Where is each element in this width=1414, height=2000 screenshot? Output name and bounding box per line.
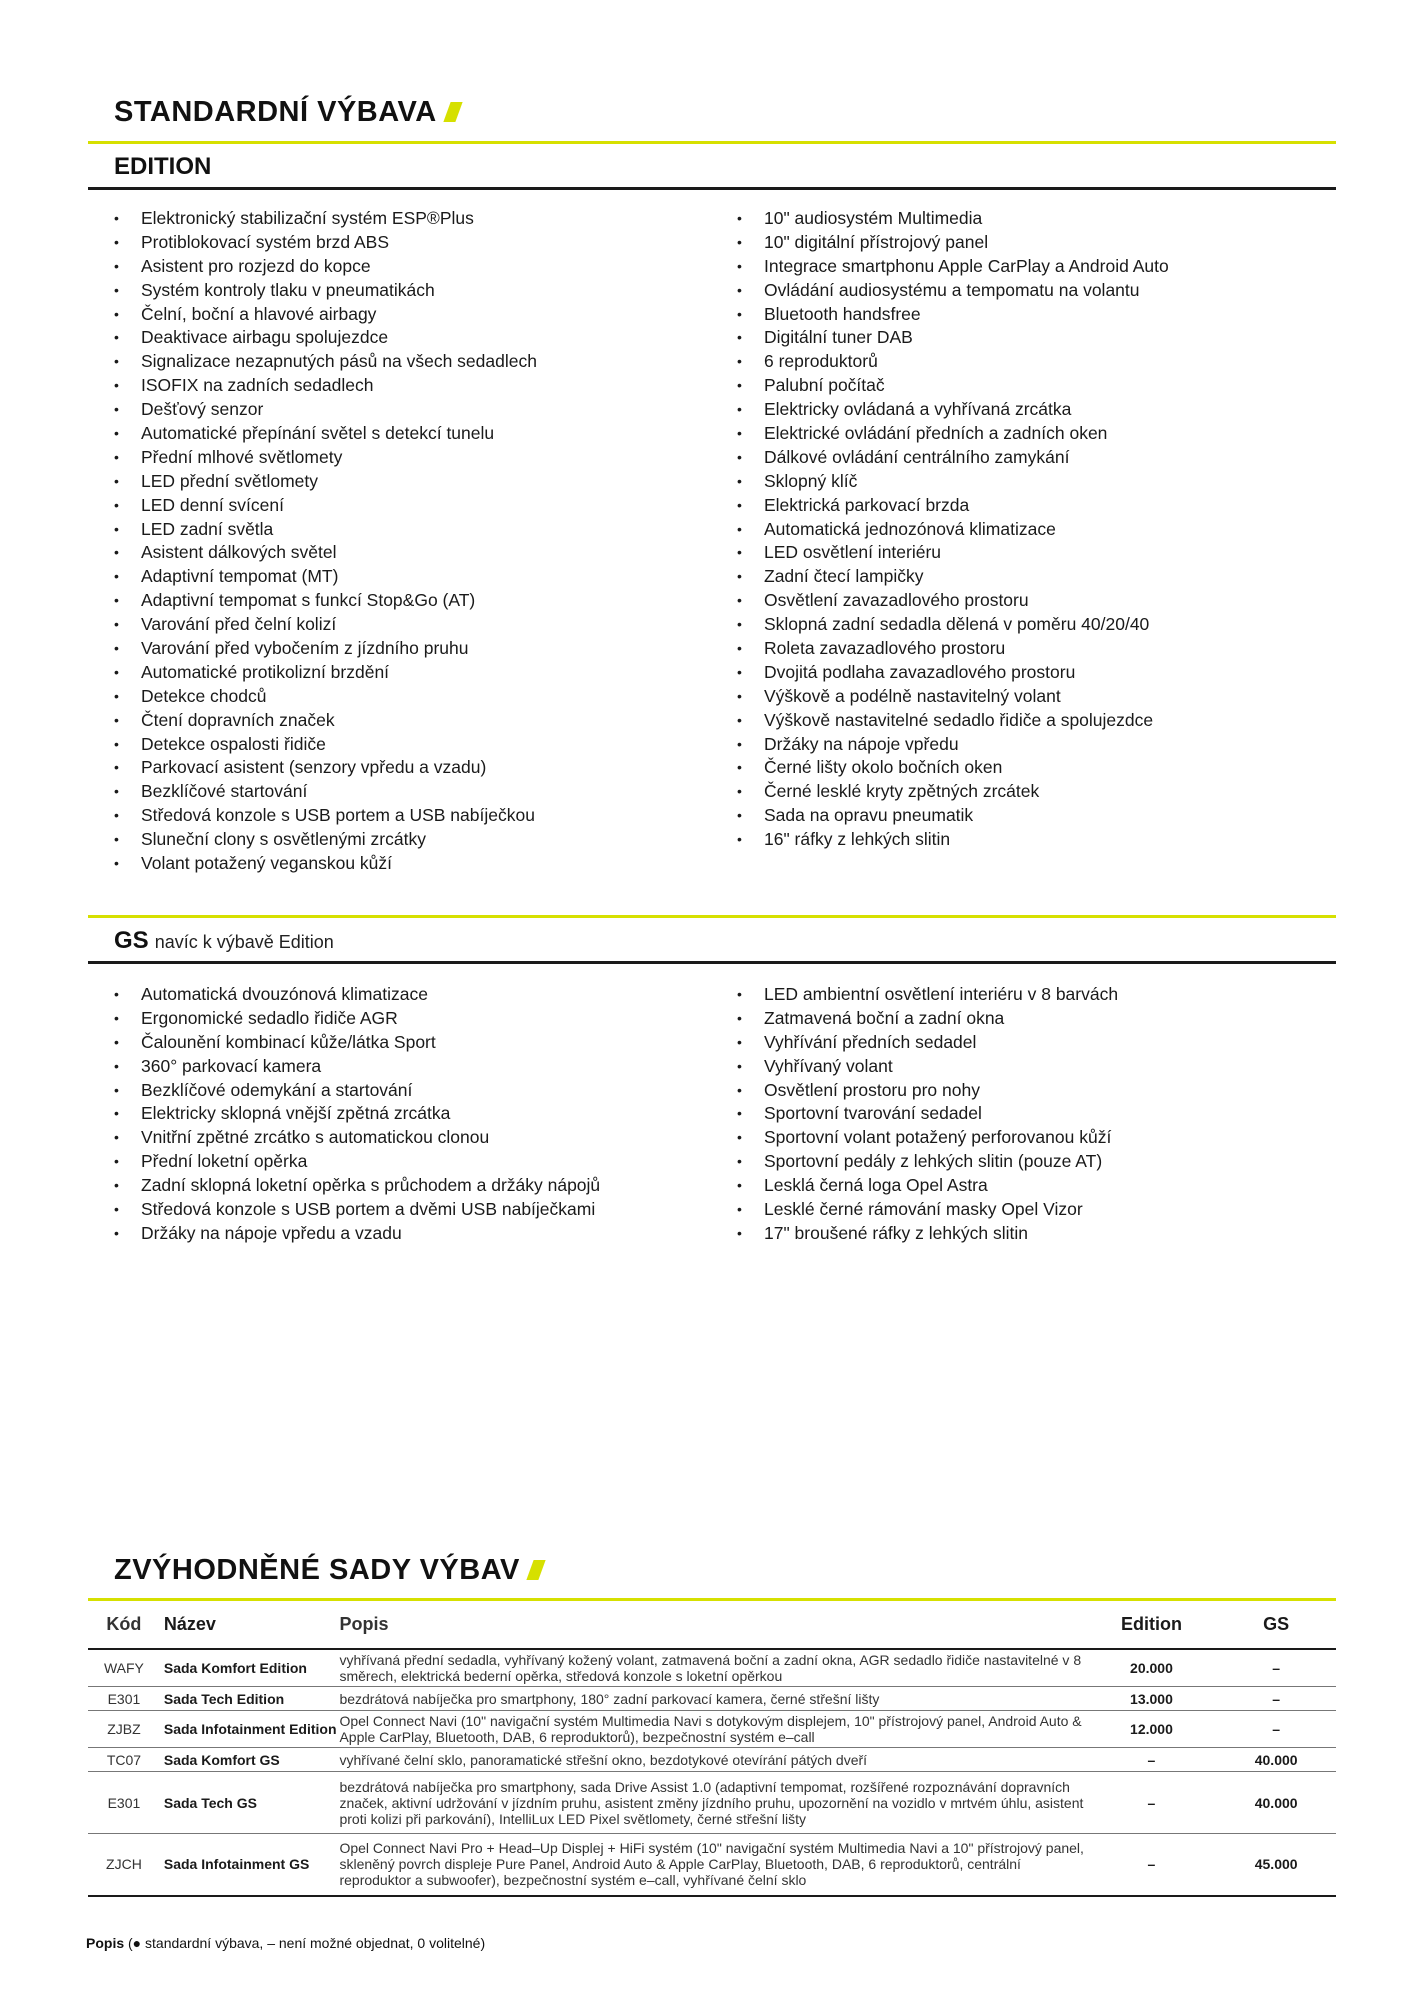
list-item: • Přední loketní opěrka: [114, 1150, 600, 1174]
list-item: • Sluneční clony s osvětlenými zrcátky: [114, 828, 537, 852]
table-row: [88, 1687, 1336, 1711]
pack-price-gs: 40.000: [1216, 1772, 1336, 1834]
list-item: • Deaktivace airbagu spolujezdce: [114, 326, 537, 350]
col-gs-header: GS: [1216, 1600, 1336, 1649]
gs-heading-note: navíc k výbavě Edition: [154, 932, 334, 952]
col-desc-header: Popis: [339, 1600, 1086, 1649]
list-item: • Asistent pro rozjezd do kopce: [114, 255, 537, 279]
list-item: • 10" digitální přístrojový panel: [737, 231, 1169, 255]
col-edition-header: Edition: [1087, 1600, 1217, 1649]
table-row: [88, 1834, 1336, 1896]
pack-code: ZJBZ: [88, 1711, 160, 1748]
list-item: • 360° parkovací kamera: [114, 1055, 600, 1079]
pack-code: ZJCH: [88, 1834, 160, 1896]
list-item: • Lesklá černá loga Opel Astra: [737, 1174, 1118, 1198]
list-item: • Čalounění kombinací kůže/látka Sport: [114, 1031, 600, 1055]
list-item: • Automatické protikolizní brzdění: [114, 661, 537, 685]
gs-list-right: [737, 983, 1118, 1246]
table-header-row: [88, 1600, 1336, 1649]
list-item: • Elektrická parkovací brzda: [737, 494, 1169, 518]
pack-price-edition: 20.000: [1087, 1649, 1217, 1687]
edition-list-right: [737, 207, 1169, 852]
pack-code: E301: [88, 1687, 160, 1711]
list-item: • Středová konzole s USB portem a dvěmi USB nabíječkami: [114, 1198, 600, 1222]
pack-price-edition: 13.000: [1087, 1687, 1217, 1711]
list-item: • Dešťový senzor: [114, 398, 537, 422]
list-item: • Lesklé černé rámování masky Opel Vizor: [737, 1198, 1118, 1222]
list-item: • Elektrické ovládání předních a zadních oken: [737, 422, 1169, 446]
list-item: • Osvětlení zavazadlového prostoru: [737, 589, 1169, 613]
list-item: • Zadní sklopná loketní opěrka s průchodem a držáky nápojů: [114, 1174, 600, 1198]
list-item: • Integrace smartphonu Apple CarPlay a Android Auto: [737, 255, 1169, 279]
list-item: • Elektronický stabilizační systém ESP®Plus: [114, 207, 537, 231]
pack-description: vyhřívané čelní sklo, panoramatické střešní okno, bezdotykové otevírání pátých dveří: [339, 1748, 1086, 1772]
pack-description: Opel Connect Navi Pro + Head–Up Displej + HiFi systém (10" navigační systém Multimedia Navi a 10" přístrojový panel, skleněný povrch displeje Pure Panel, Android Auto & Apple CarPlay, Bluetooth, DAB, 6 reproduktorů, centrální reproduktor a subwoofer), bezpečnostní systém e–call, vyhřívané čelní sklo: [339, 1834, 1086, 1896]
list-item: • Sklopný klíč: [737, 470, 1169, 494]
list-item: • Výškově nastavitelné sedadlo řidiče a spolujezdce: [737, 709, 1169, 733]
edition-heading: EDITION: [114, 153, 212, 180]
list-item: • Středová konzole s USB portem a USB nabíječkou: [114, 804, 537, 828]
list-item: • Černé lesklé kryty zpětných zrcátek: [737, 780, 1169, 804]
list-item: • Detekce ospalosti řidiče: [114, 733, 537, 757]
list-item: • 16" ráfky z lehkých slitin: [737, 828, 1169, 852]
list-item: • Bluetooth handsfree: [737, 303, 1169, 327]
list-item: • Sportovní volant potažený perforovanou kůží: [737, 1126, 1118, 1150]
list-item: • Automatická jednozónová klimatizace: [737, 518, 1169, 542]
list-item: • Elektricky sklopná vnější zpětná zrcátka: [114, 1102, 600, 1126]
list-item: • 6 reproduktorů: [737, 350, 1169, 374]
list-item: • Bezklíčové odemykání a startování: [114, 1079, 600, 1103]
pack-price-gs: –: [1216, 1649, 1336, 1687]
list-item: • Sklopná zadní sedadla dělená v poměru 40/20/40: [737, 613, 1169, 637]
list-item: • Varování před vybočením z jízdního pruhu: [114, 637, 537, 661]
accent-slash-icon: [526, 1560, 545, 1580]
list-item: • Sada na opravu pneumatik: [737, 804, 1169, 828]
list-item: • Adaptivní tempomat s funkcí Stop&Go (AT): [114, 589, 537, 613]
col-name-header: Název: [160, 1600, 340, 1649]
pack-price-gs: 45.000: [1216, 1834, 1336, 1896]
list-item: • Sportovní tvarování sedadel: [737, 1102, 1118, 1126]
divider: [88, 961, 1336, 964]
list-item: • Parkovací asistent (senzory vpředu a vzadu): [114, 756, 537, 780]
list-item: • Držáky na nápoje vpředu: [737, 733, 1169, 757]
list-item: • Protiblokovací systém brzd ABS: [114, 231, 537, 255]
legend: [86, 1935, 485, 1951]
list-item: • Vyhřívaný volant: [737, 1055, 1118, 1079]
list-item: • Čelní, boční a hlavové airbagy: [114, 303, 537, 327]
list-item: • Digitální tuner DAB: [737, 326, 1169, 350]
list-item: • Vyhřívání předních sedadel: [737, 1031, 1118, 1055]
list-item: • Osvětlení prostoru pro nohy: [737, 1079, 1118, 1103]
pack-description: Opel Connect Navi (10" navigační systém Multimedia Navi s dotykovým displejem, 10" přístrojový panel, Android Auto & Apple CarPlay, Bluetooth, DAB, 6 reproduktorů), bezpečnostní systém e–call: [339, 1711, 1086, 1748]
divider: [88, 187, 1336, 190]
pack-description: vyhřívaná přední sedadla, vyhřívaný kožený volant, zatmavená boční a zadní okna, AGR sedadlo řidiče nastavitelné v 8 směrech, elektrická bederní opěrka, středová konzole s loketní opěrkou: [339, 1649, 1086, 1687]
packs-table: [88, 1600, 1336, 1897]
list-item: • Asistent dálkových světel: [114, 541, 537, 565]
list-item: • LED přední světlomety: [114, 470, 537, 494]
list-item: • Čtení dopravních značek: [114, 709, 537, 733]
legend-text: (● standardní výbava, – není možné objednat, 0 volitelné): [128, 1935, 486, 1951]
table-row: [88, 1649, 1336, 1687]
list-item: • Dvojitá podlaha zavazadlového prostoru: [737, 661, 1169, 685]
standard-equipment-title-text: STANDARDNÍ VÝBAVA: [114, 96, 437, 128]
list-item: • Systém kontroly tlaku v pneumatikách: [114, 279, 537, 303]
packs-title-text: ZVÝHODNĚNÉ SADY VÝBAV: [114, 1554, 520, 1586]
list-item: • Zatmavená boční a zadní okna: [737, 1007, 1118, 1031]
pack-price-gs: –: [1216, 1711, 1336, 1748]
list-item: • Výškově a podélně nastavitelný volant: [737, 685, 1169, 709]
pack-name: Sada Tech GS: [160, 1772, 340, 1834]
list-item: • Volant potažený veganskou kůží: [114, 852, 537, 876]
gs-list-left: [114, 983, 600, 1246]
list-item: • Automatické přepínání světel s detekcí tunelu: [114, 422, 537, 446]
pack-name: Sada Komfort Edition: [160, 1649, 340, 1687]
table-row: [88, 1772, 1336, 1834]
pack-code: TC07: [88, 1748, 160, 1772]
list-item: • Roleta zavazadlového prostoru: [737, 637, 1169, 661]
pack-description: bezdrátová nabíječka pro smartphony, sada Drive Assist 1.0 (adaptivní tempomat, rozšířené rozpoznávání dopravních značek, aktivní udržování v jízdním pruhu, asistent změny jízdního pruhu, upozornění na vozidlo v mrtvém úhlu, asistent proti kolizi při parkování), IntelliLux LED Pixel světlomety, černé střešní lišty: [339, 1772, 1086, 1834]
pack-name: Sada Infotainment Edition: [160, 1711, 340, 1748]
list-item: • ISOFIX na zadních sedadlech: [114, 374, 537, 398]
pack-price-edition: 12.000: [1087, 1711, 1217, 1748]
list-item: • Sportovní pedály z lehkých slitin (pouze AT): [737, 1150, 1118, 1174]
list-item: • Vnitřní zpětné zrcátko s automatickou clonou: [114, 1126, 600, 1150]
pack-code: E301: [88, 1772, 160, 1834]
list-item: • Ovládání audiosystému a tempomatu na volantu: [737, 279, 1169, 303]
list-item: • Elektricky ovládaná a vyhřívaná zrcátka: [737, 398, 1169, 422]
list-item: • Přední mlhové světlomety: [114, 446, 537, 470]
list-item: • LED denní svícení: [114, 494, 537, 518]
list-item: • Signalizace nezapnutých pásů na všech sedadlech: [114, 350, 537, 374]
pack-code: WAFY: [88, 1649, 160, 1687]
list-item: • Varování před čelní kolizí: [114, 613, 537, 637]
pack-price-edition: –: [1087, 1834, 1217, 1896]
list-item: • Ergonomické sedadlo řidiče AGR: [114, 1007, 600, 1031]
list-item: • 17" broušené ráfky z lehkých slitin: [737, 1222, 1118, 1246]
list-item: • LED ambientní osvětlení interiéru v 8 barvách: [737, 983, 1118, 1007]
pack-price-gs: –: [1216, 1687, 1336, 1711]
divider: [88, 141, 1336, 144]
list-item: • Automatická dvouzónová klimatizace: [114, 983, 600, 1007]
accent-slash-icon: [443, 102, 462, 122]
list-item: • Bezklíčové startování: [114, 780, 537, 804]
list-item: • Zadní čtecí lampičky: [737, 565, 1169, 589]
list-item: • LED osvětlení interiéru: [737, 541, 1169, 565]
standard-equipment-title: [114, 96, 459, 129]
pack-price-edition: –: [1087, 1748, 1217, 1772]
pack-name: Sada Komfort GS: [160, 1748, 340, 1772]
list-item: • Držáky na nápoje vpředu a vzadu: [114, 1222, 600, 1246]
list-item: • Palubní počítač: [737, 374, 1169, 398]
pack-price-gs: 40.000: [1216, 1748, 1336, 1772]
table-row: [88, 1711, 1336, 1748]
gs-heading-label: GS: [114, 927, 149, 954]
pack-description: bezdrátová nabíječka pro smartphony, 180° zadní parkovací kamera, černé střešní lišty: [339, 1687, 1086, 1711]
list-item: • LED zadní světla: [114, 518, 537, 542]
list-item: • 10" audiosystém Multimedia: [737, 207, 1169, 231]
pack-name: Sada Tech Edition: [160, 1687, 340, 1711]
pack-price-edition: –: [1087, 1772, 1217, 1834]
list-item: • Adaptivní tempomat (MT): [114, 565, 537, 589]
divider: [88, 915, 1336, 918]
list-item: • Dálkové ovládání centrálního zamykání: [737, 446, 1169, 470]
pack-name: Sada Infotainment GS: [160, 1834, 340, 1896]
list-item: • Černé lišty okolo bočních oken: [737, 756, 1169, 780]
col-code-header: Kód: [88, 1600, 160, 1649]
legend-title: Popis: [86, 1935, 125, 1951]
list-item: • Detekce chodců: [114, 685, 537, 709]
packs-title: [114, 1554, 542, 1587]
edition-list-left: [114, 207, 537, 876]
gs-heading: [114, 927, 334, 955]
table-row: [88, 1748, 1336, 1772]
